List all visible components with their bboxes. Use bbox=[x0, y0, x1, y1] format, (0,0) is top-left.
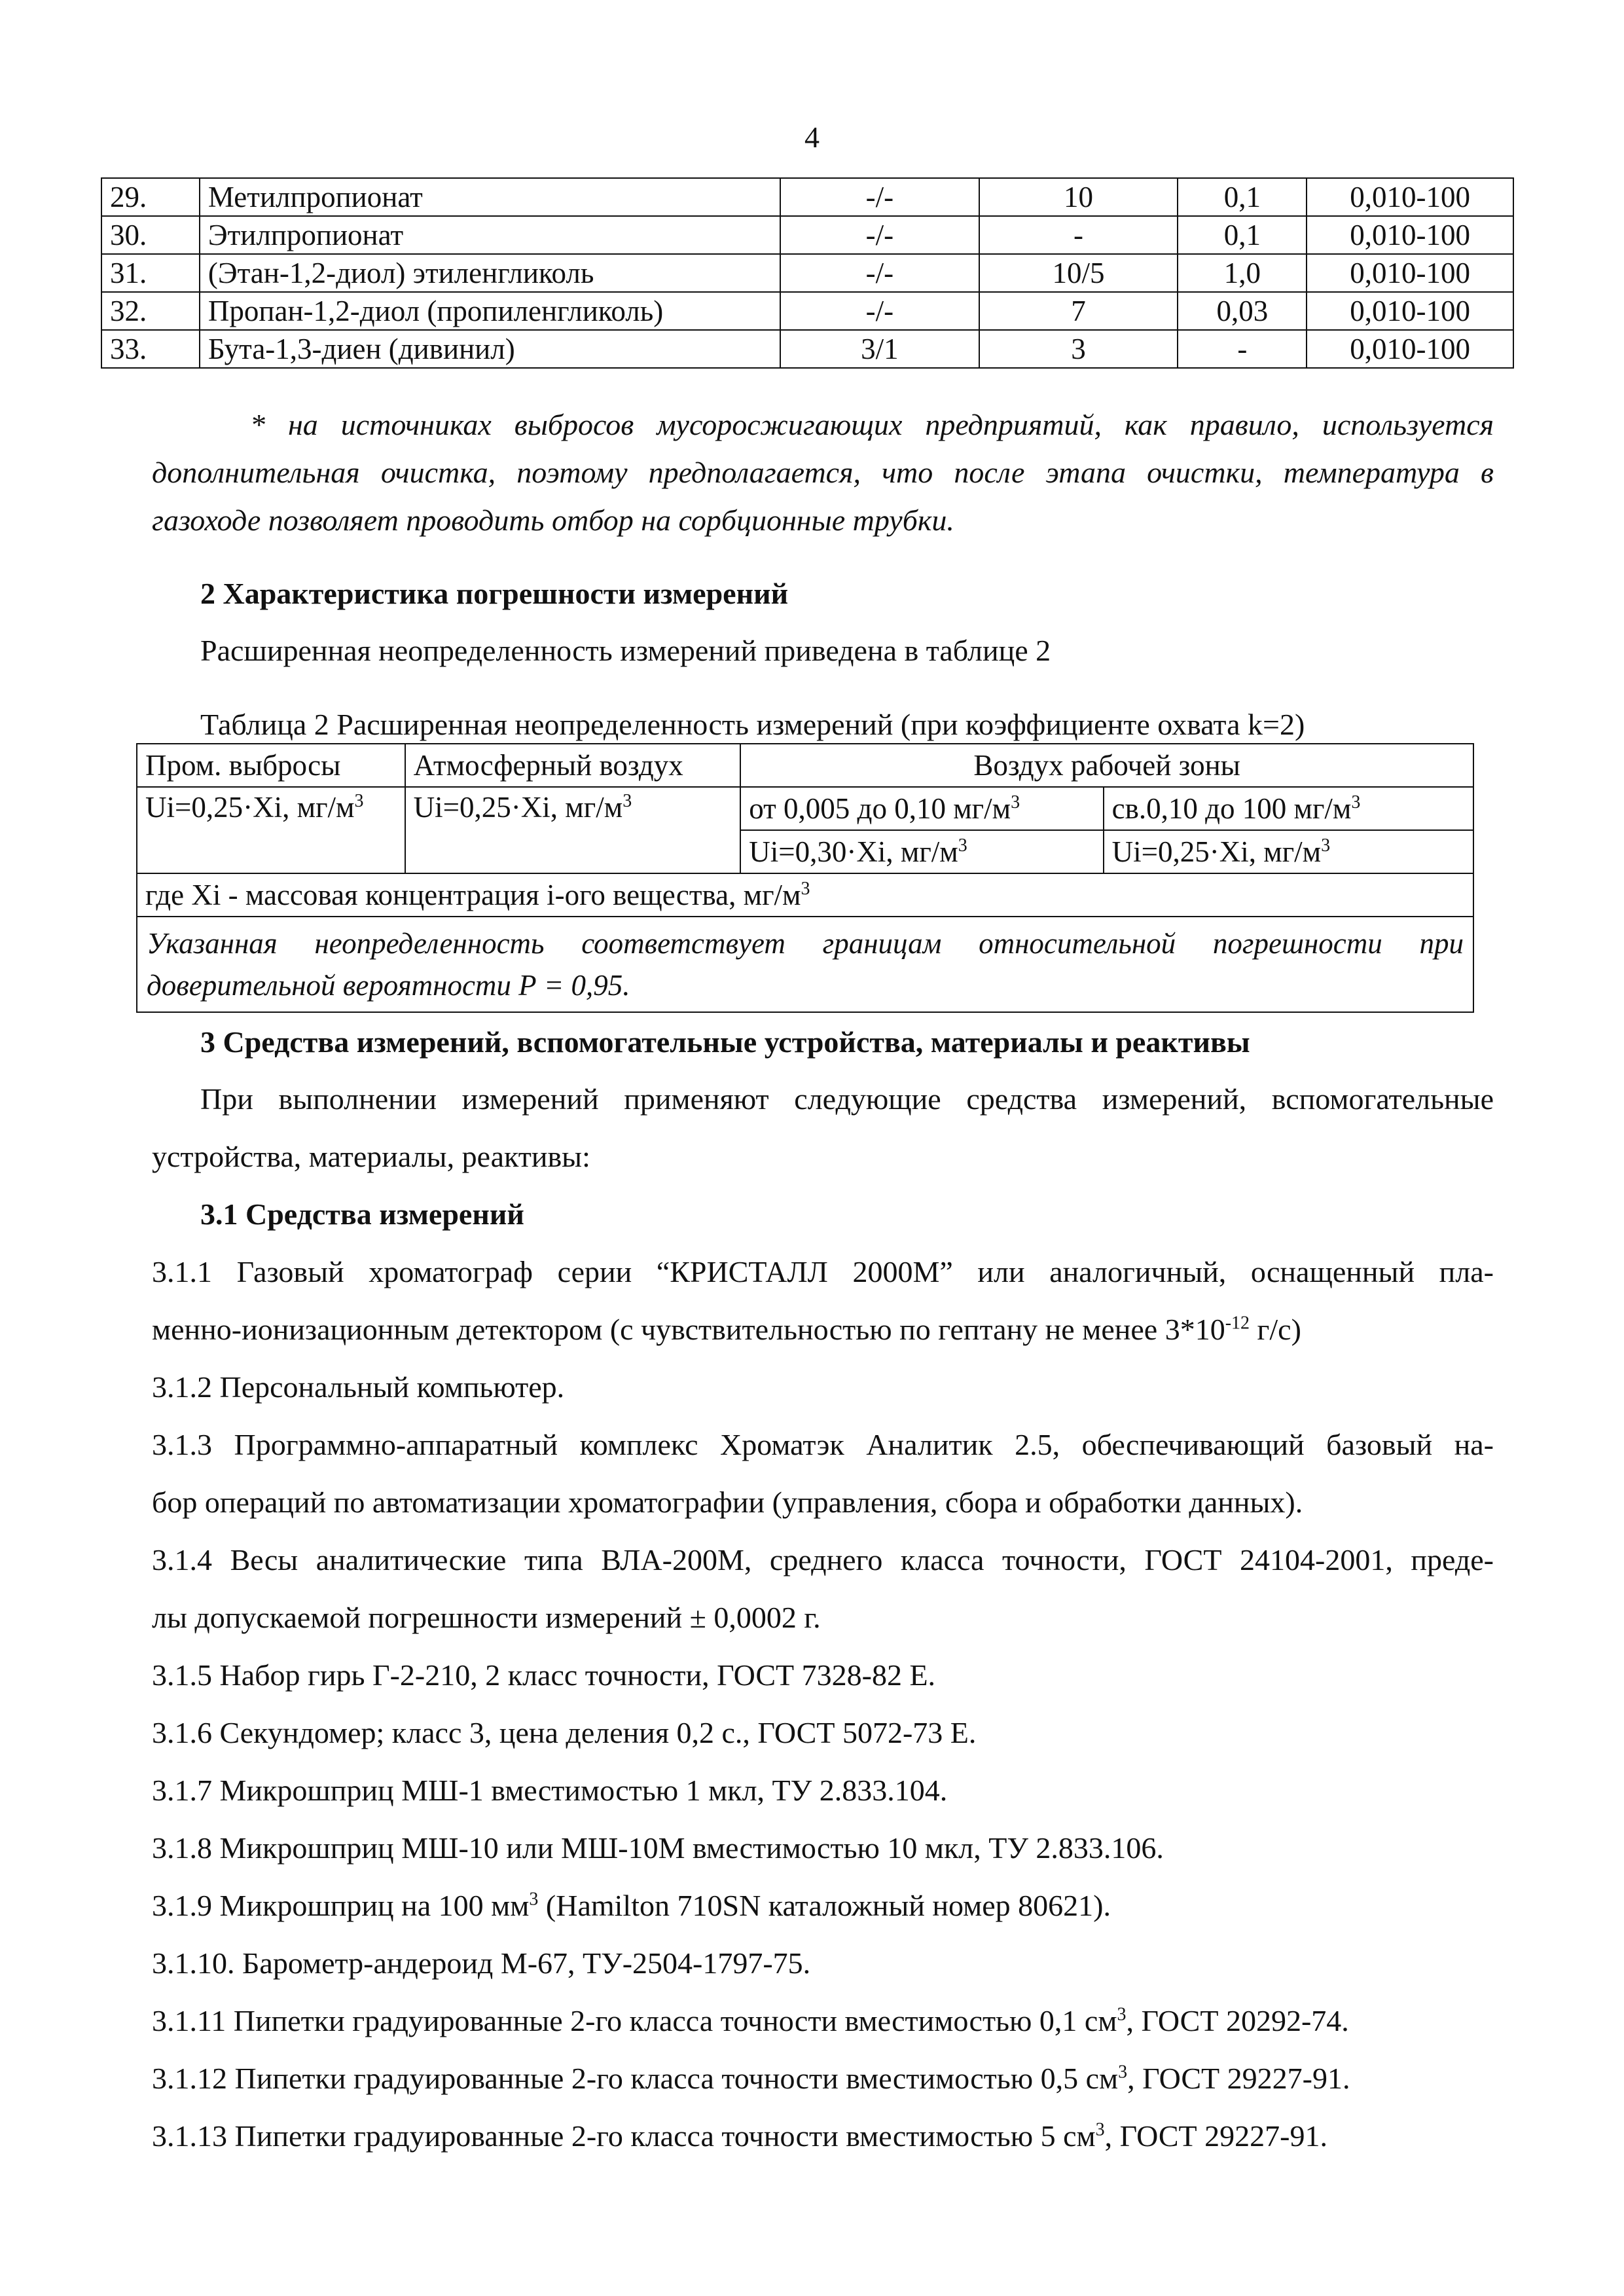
list-item: 3.1.10. Барометр-андероид М-67, ТУ-2504-1797-75. bbox=[152, 1946, 811, 1980]
list-item: 3.1.7 Микрошприц МШ-1 вместимостью 1 мкл, ТУ 2.833.104. bbox=[152, 1774, 948, 1807]
table-cell: Метилпропионат bbox=[200, 178, 780, 216]
list-item: лы допускаемой погрешности измерений ± 0,0002 г. bbox=[152, 1601, 821, 1634]
table-cell: 0,1 bbox=[1178, 216, 1307, 254]
list-item: 3.1.8 Микрошприц МШ-10 или МШ-10М вместимостью 10 мкл, ТУ 2.833.106. bbox=[152, 1831, 1164, 1865]
substances-table bbox=[101, 177, 1514, 369]
table-cell: Бута-1,3-диен (дивинил) bbox=[200, 330, 780, 368]
table-header: Воздух рабочей зоны bbox=[740, 744, 1473, 787]
uncertainty-table bbox=[136, 743, 1474, 1013]
superscript: -12 bbox=[1225, 1313, 1250, 1334]
formula-atm: Ui=0,25·Xi, мг/м bbox=[413, 791, 623, 824]
table-cell: 0,1 bbox=[1178, 178, 1307, 216]
superscript: 3 bbox=[801, 879, 810, 899]
list-item: 3.1.4 Весы аналитические типа ВЛА-200М, среднего класса точности, ГОСТ 24104-2001, преде- bbox=[152, 1543, 1494, 1576]
table-cell bbox=[137, 787, 405, 873]
superscript: 3 bbox=[1095, 2119, 1105, 2140]
superscript: 3 bbox=[1321, 835, 1331, 856]
table-cell: 3/1 bbox=[780, 330, 979, 368]
table-cell: 0,010-100 bbox=[1307, 254, 1513, 292]
table-cell: 31. bbox=[101, 254, 200, 292]
table-row bbox=[101, 292, 1513, 330]
table-cell bbox=[1104, 830, 1473, 873]
table-cell: 10/5 bbox=[979, 254, 1178, 292]
superscript: 3 bbox=[1118, 2062, 1128, 2083]
list-item-tail: , ГОСТ 29227-91. bbox=[1104, 2119, 1327, 2153]
formula-r2: Ui=0,25·Xi, мг/м bbox=[1111, 835, 1322, 868]
table-cell: 0,010-100 bbox=[1307, 330, 1513, 368]
table-header: Атмосферный воздух bbox=[405, 744, 741, 787]
table-header: Пром. выбросы bbox=[137, 744, 405, 787]
table-cell: -/- bbox=[780, 216, 979, 254]
superscript: 3 bbox=[623, 791, 632, 811]
table-cell: 0,03 bbox=[1178, 292, 1307, 330]
table-cell: 0,010-100 bbox=[1307, 216, 1513, 254]
table-cell: -/- bbox=[780, 254, 979, 292]
list-item: 3.1.5 Набор гирь Г-2-210, 2 класс точности, ГОСТ 7328-82 Е. bbox=[152, 1658, 936, 1692]
table-cell: -/- bbox=[780, 292, 979, 330]
table-cell: 10 bbox=[979, 178, 1178, 216]
formula-r1: Ui=0,30·Xi, мг/м bbox=[749, 835, 958, 868]
table-cell bbox=[405, 787, 741, 873]
footnote-line: газоходе позволяет проводить отбор на сорбционные трубки. bbox=[152, 503, 954, 537]
paragraph-line: устройства, материалы, реактивы: bbox=[152, 1140, 590, 1173]
table-cell: 32. bbox=[101, 292, 200, 330]
table-cell: 0,010-100 bbox=[1307, 292, 1513, 330]
section-2-text: Расширенная неопределенность измерений приведена в таблице 2 bbox=[200, 634, 1051, 667]
footnote-line: дополнительная очистка, поэтому предполагается, что после этапа очистки, температура в bbox=[152, 456, 1494, 489]
list-item: 3.1.3 Программно-аппаратный комплекс Хроматэк Аналитик 2.5, обеспечивающий базовый на- bbox=[152, 1428, 1494, 1461]
table-cell: 0,010-100 bbox=[1307, 178, 1513, 216]
table-note: Указанная неопределенность соответствует границам относительной погрешности при доверительной вероятности Р = 0,95. bbox=[137, 917, 1473, 1012]
table-cell bbox=[1104, 787, 1473, 830]
table-row bbox=[101, 178, 1513, 216]
table-cell: 30. bbox=[101, 216, 200, 254]
list-item bbox=[152, 2050, 1494, 2107]
list-item-tail: (Hamilton 710SN каталожный номер 80621). bbox=[538, 1889, 1111, 1922]
superscript: 3 bbox=[1351, 792, 1361, 812]
list-item-text: 3.1.11 Пипетки градуированные 2-го класса точности вместимостью 0,1 см bbox=[152, 2004, 1117, 2037]
list-item bbox=[152, 1992, 1494, 2050]
table-cell: 1,0 bbox=[1178, 254, 1307, 292]
superscript: 3 bbox=[354, 791, 364, 811]
range-2: св.0,10 до 100 мг/м bbox=[1111, 792, 1352, 825]
formula-prom: Ui=0,25·Xi, мг/м bbox=[145, 791, 355, 824]
section-2-heading: 2 Характеристика погрешности измерений bbox=[200, 577, 789, 610]
table-cell: 29. bbox=[101, 178, 200, 216]
list-item: 3.1.1 Газовый хроматограф серии “КРИСТАЛЛ 2000М” или аналогичный, оснащенный пла- bbox=[152, 1255, 1494, 1288]
table-cell: (Этан-1,2-диол) этиленгликоль bbox=[200, 254, 780, 292]
superscript: 3 bbox=[958, 835, 967, 856]
list-item: 3.1.2 Персональный компьютер. bbox=[152, 1370, 565, 1404]
list-item-tail: г/с) bbox=[1250, 1313, 1301, 1346]
table-cell bbox=[740, 830, 1103, 873]
section-3-heading: 3 Средства измерений, вспомогательные устройства, материалы и реактивы bbox=[200, 1025, 1250, 1059]
table-cell: Пропан-1,2-диол (пропиленгликоль) bbox=[200, 292, 780, 330]
list-item-text: 3.1.12 Пипетки градуированные 2-го класса точности вместимостью 0,5 см bbox=[152, 2062, 1119, 2095]
superscript: 3 bbox=[1011, 792, 1020, 812]
where-text: где Xi - массовая концентрация i-ого вещества, мг/м bbox=[145, 879, 801, 911]
table-cell: - bbox=[979, 216, 1178, 254]
paragraph-line: При выполнении измерений применяют следующие средства измерений, вспомогательные bbox=[200, 1082, 1494, 1116]
list-item bbox=[152, 1301, 1494, 1358]
list-item-tail: , ГОСТ 20292-74. bbox=[1126, 2004, 1349, 2037]
range-1: от 0,005 до 0,10 мг/м bbox=[749, 792, 1011, 825]
list-item-text: 3.1.9 Микрошприц на 100 мм bbox=[152, 1889, 530, 1922]
table-cell: 33. bbox=[101, 330, 200, 368]
table-cell: 3 bbox=[979, 330, 1178, 368]
footnote bbox=[152, 401, 1494, 544]
list-item bbox=[152, 2107, 1494, 2165]
table-2-caption: Таблица 2 Расширенная неопределенность измерений (при коэффициенте охвата k=2) bbox=[200, 708, 1305, 741]
sub-heading: 3.1 Средства измерений bbox=[200, 1197, 524, 1231]
table-row bbox=[101, 330, 1513, 368]
table-cell bbox=[137, 873, 1473, 917]
list-item-text: менно-ионизационным детектором (с чувствительностью по гептану не менее 3*10 bbox=[152, 1313, 1225, 1346]
superscript: 3 bbox=[529, 1889, 539, 1910]
list-item: бор операций по автоматизации хроматографии (управления, сбора и обработки данных). bbox=[152, 1485, 1303, 1519]
table-cell: - bbox=[1178, 330, 1307, 368]
superscript: 3 bbox=[1117, 2004, 1127, 2025]
table-cell: -/- bbox=[780, 178, 979, 216]
list-item bbox=[152, 1877, 1494, 1935]
list-item-text: 3.1.13 Пипетки градуированные 2-го класса точности вместимостью 5 см bbox=[152, 2119, 1096, 2153]
table-cell: 7 bbox=[979, 292, 1178, 330]
table-cell: Этилпропионат bbox=[200, 216, 780, 254]
section-3-body bbox=[152, 1070, 1494, 2165]
table-cell bbox=[740, 787, 1103, 830]
footnote-line: * на источниках выбросов мусоросжигающих предприятий, как правило, используется bbox=[250, 408, 1494, 441]
table-row bbox=[101, 254, 1513, 292]
page-number: 4 bbox=[804, 120, 820, 154]
list-item: 3.1.6 Секундомер; класс 3, цена деления 0,2 с., ГОСТ 5072-73 Е. bbox=[152, 1716, 977, 1749]
table-row bbox=[101, 216, 1513, 254]
list-item-tail: , ГОСТ 29227-91. bbox=[1127, 2062, 1350, 2095]
